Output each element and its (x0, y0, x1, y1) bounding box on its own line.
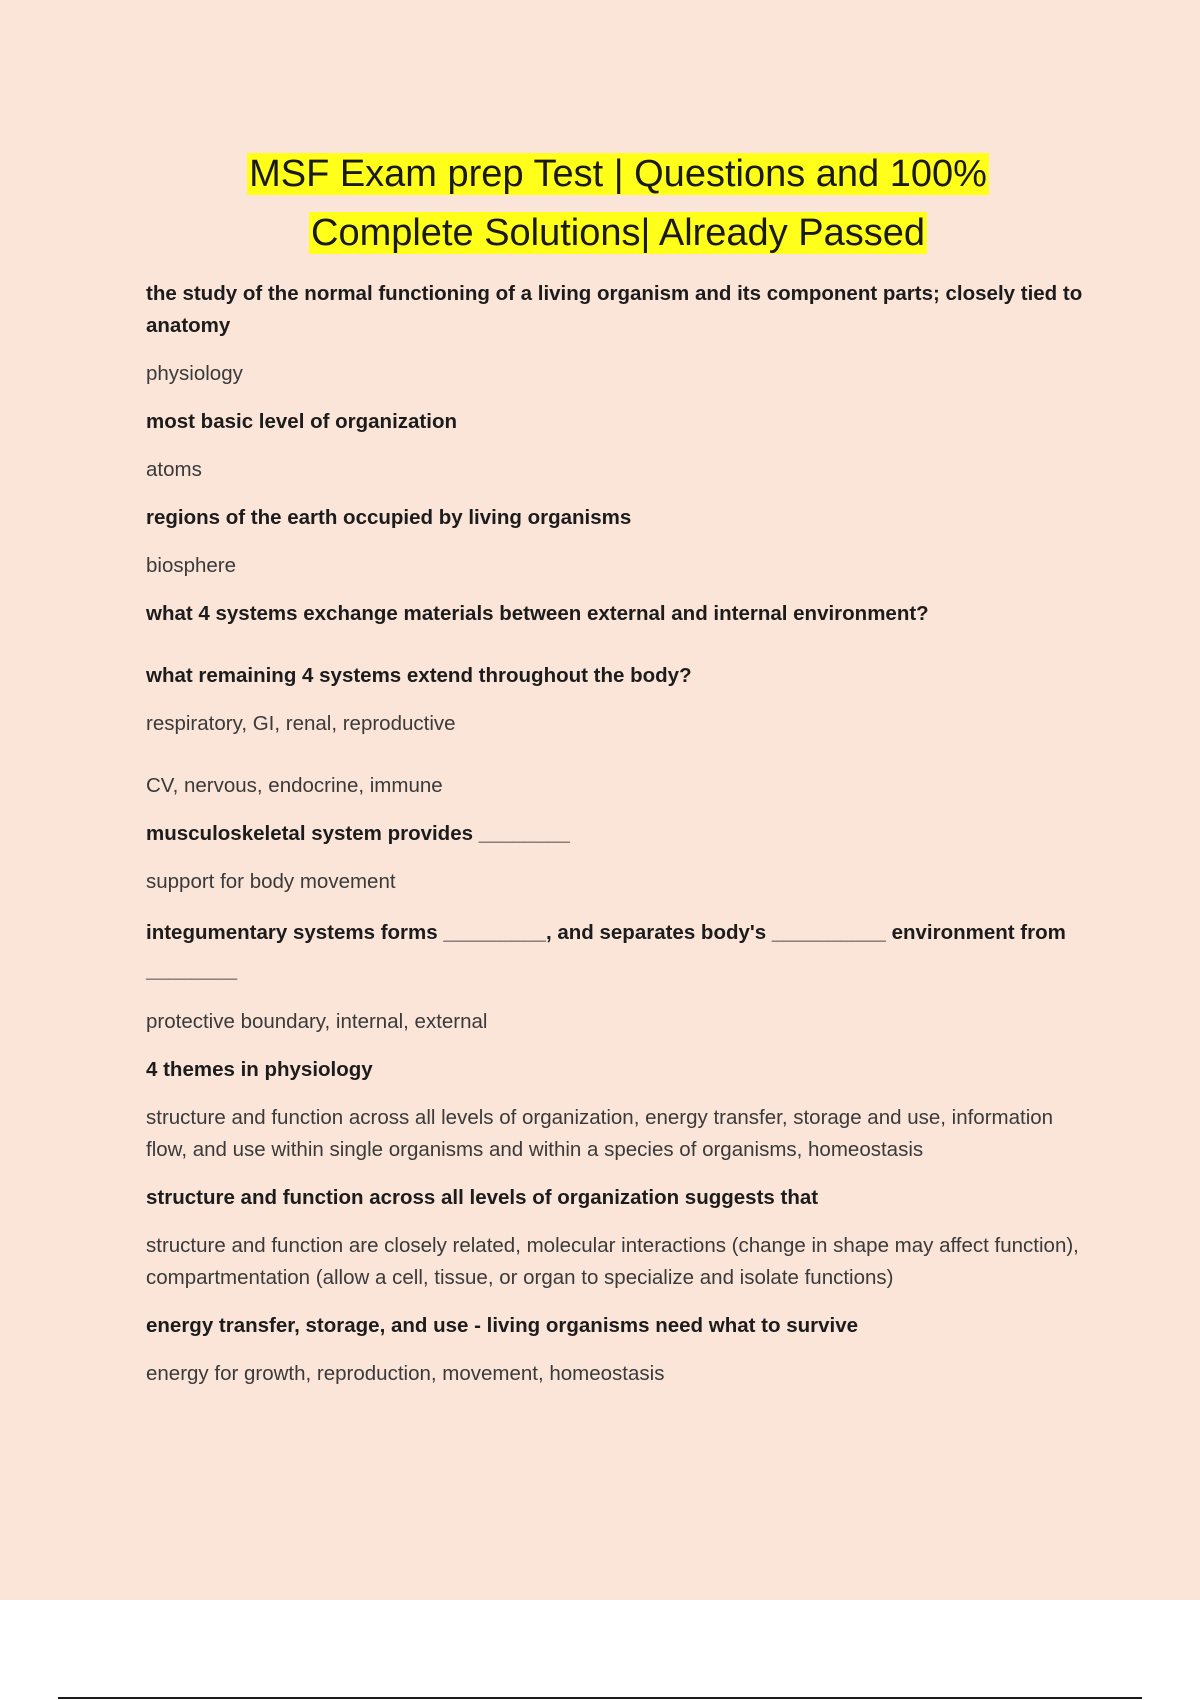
answer: respiratory, GI, renal, reproductive (146, 712, 456, 735)
answer: structure and function across all levels of organization, energy transfer, storage and use, information flow, and use within single organisms and within a species of organisms, homeostasis (146, 1106, 1054, 1161)
question: integumentary systems forms _________, and separates body's __________ environment from ________ (146, 921, 1066, 982)
footer-divider (58, 1697, 1142, 1699)
title-line-1: MSF Exam prep Test | Questions and 100% (249, 153, 987, 195)
document-title (0, 145, 1200, 263)
question: 4 themes in physiology (146, 1058, 373, 1081)
question: energy transfer, storage, and use - living organisms need what to survive (146, 1314, 859, 1337)
answer: atoms (146, 458, 202, 481)
answer: biosphere (146, 554, 237, 577)
question: what remaining 4 systems extend throughout the body? (146, 664, 692, 687)
answer: CV, nervous, endocrine, immune (146, 774, 443, 797)
answer: protective boundary, internal, external (146, 1010, 488, 1033)
title-line-2: Complete Solutions| Already Passed (311, 212, 925, 254)
answer: energy for growth, reproduction, movement, homeostasis (146, 1362, 665, 1385)
question: structure and function across all levels of organization suggests that (146, 1186, 819, 1209)
qa-list (146, 278, 1086, 1406)
question: the study of the normal functioning of a living organism and its component parts; closely tied to anatomy (146, 282, 1083, 337)
question: musculoskeletal system provides ________ (146, 822, 570, 845)
question: what 4 systems exchange materials between external and internal environment? (146, 602, 929, 625)
question: most basic level of organization (146, 410, 457, 433)
answer: physiology (146, 362, 243, 385)
answer: structure and function are closely related, molecular interactions (change in shape may affect function), compartmentation (allow a cell, tissue, or organ to specialize and isolate functions) (146, 1234, 1079, 1289)
question: regions of the earth occupied by living organisms (146, 506, 632, 529)
answer: support for body movement (146, 870, 396, 893)
